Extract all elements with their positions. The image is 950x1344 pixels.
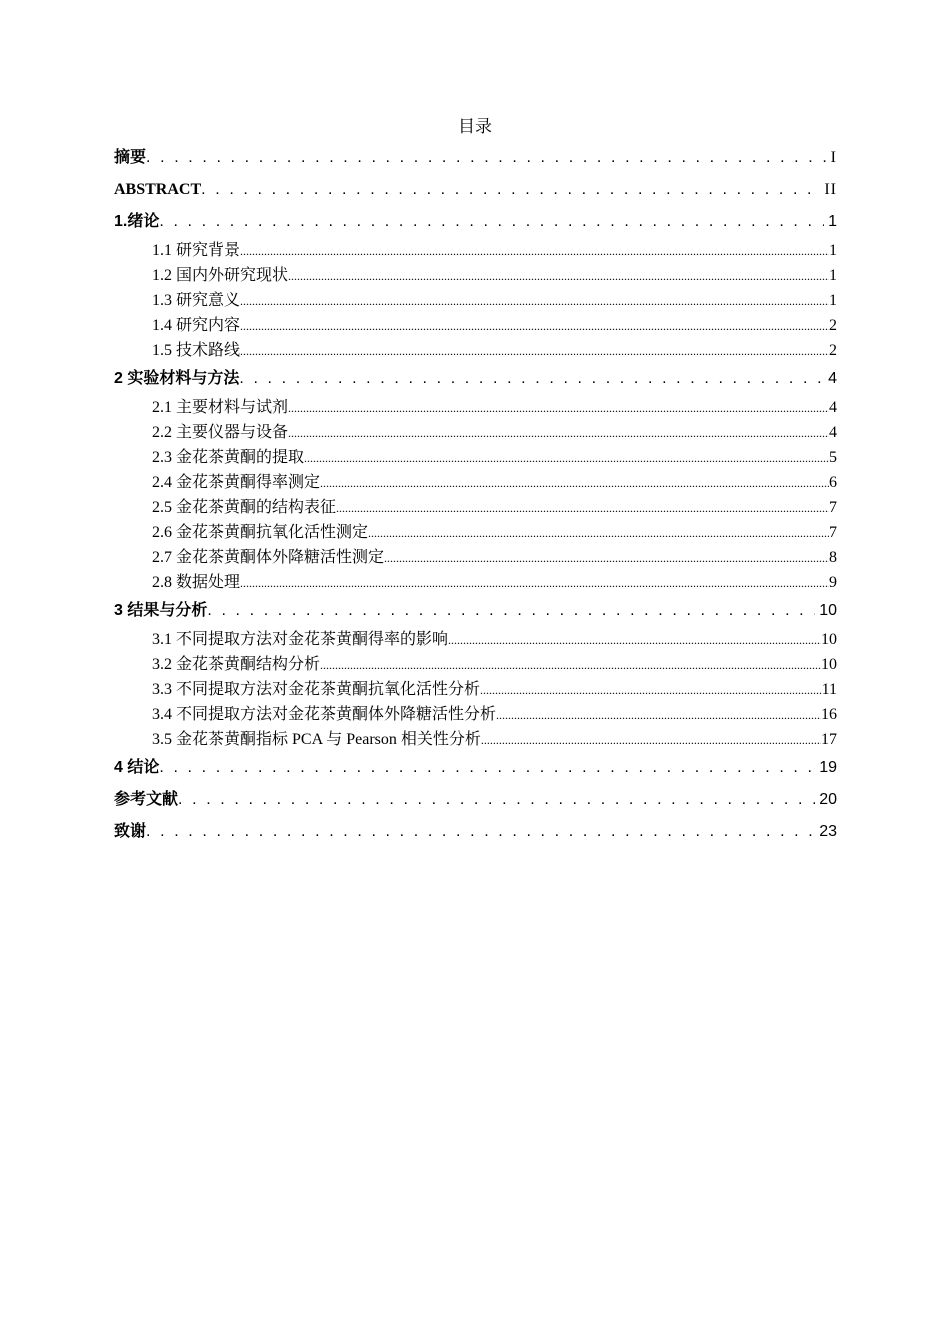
toc-entry-page-number: 23 — [819, 823, 837, 840]
toc-entry-section[interactable] — [114, 627, 837, 652]
toc-entry-title: 3.5 金花茶黄酮指标 PCA 与 Pearson 相关性分析 — [152, 731, 481, 748]
toc-entry-page-number: 20 — [819, 791, 837, 808]
toc-entry-section[interactable] — [114, 702, 837, 727]
toc-entry-page-number: 11 — [821, 681, 837, 698]
toc-entry-title: 1.2 国内外研究现状 — [152, 267, 289, 284]
toc-entry-page-number: 9 — [829, 574, 837, 591]
toc-entry-title: 3 结果与分析 — [114, 602, 208, 619]
toc-entry-section[interactable] — [114, 652, 837, 677]
toc-entry-page-number: 16 — [821, 706, 837, 723]
toc-entry-chapter[interactable] — [114, 816, 837, 848]
toc-entry-section[interactable] — [114, 570, 837, 595]
toc-entry-page-number: I — [830, 149, 837, 166]
toc-entry-title: 2.4 金花茶黄酮得率测定 — [152, 474, 321, 491]
toc-entry-section[interactable] — [114, 395, 837, 420]
dot-leader — [288, 421, 829, 445]
toc-entry-title: 2.7 金花茶黄酮体外降糖活性测定 — [152, 549, 385, 566]
toc-entry-section[interactable] — [114, 238, 837, 263]
dot-leader — [207, 595, 815, 627]
toc-entry-page-number: 17 — [821, 731, 837, 748]
toc-entry-title: 2.8 数据处理 — [152, 574, 241, 591]
dot-leader — [178, 784, 815, 816]
toc-entry-section[interactable] — [114, 545, 837, 570]
toc-entry-title: 1.4 研究内容 — [152, 317, 241, 334]
toc-entry-title: 3.1 不同提取方法对金花茶黄酮得率的影响 — [152, 631, 449, 648]
dot-leader — [320, 471, 829, 495]
dot-leader — [480, 678, 822, 702]
toc-entry-page-number: 4 — [829, 399, 837, 416]
toc-entry-title: 2.5 金花茶黄酮的结构表征 — [152, 499, 337, 516]
toc-entry-title: 摘要 — [114, 149, 147, 166]
dot-leader — [240, 289, 829, 313]
toc-entry-page-number: 10 — [821, 656, 837, 673]
toc-entry-section[interactable] — [114, 495, 837, 520]
toc-entry-page-number: 8 — [829, 549, 837, 566]
dot-leader — [240, 239, 829, 263]
toc-entry-page-number: 7 — [829, 499, 837, 516]
toc-entry-chapter[interactable] — [114, 784, 837, 816]
dot-leader — [146, 816, 815, 848]
toc-entry-title: 1.5 技术路线 — [152, 342, 241, 359]
toc-entry-section[interactable] — [114, 445, 837, 470]
toc-entry-page-number: 1 — [829, 267, 837, 284]
dot-leader — [240, 314, 829, 338]
toc-entry-page-number: 4 — [828, 370, 837, 387]
toc-entry-section[interactable] — [114, 288, 837, 313]
dot-leader — [146, 142, 827, 174]
dot-leader — [159, 752, 815, 784]
toc-entry-chapter[interactable] — [114, 206, 837, 238]
toc-entry-chapter[interactable] — [114, 142, 837, 174]
toc-entry-title: 2.2 主要仪器与设备 — [152, 424, 289, 441]
dot-leader — [448, 628, 821, 652]
toc-entry-section[interactable] — [114, 727, 837, 752]
toc-entry-page-number: 5 — [829, 449, 837, 466]
toc-entry-section[interactable] — [114, 470, 837, 495]
toc-entry-title: 1.绪论 — [114, 213, 160, 230]
dot-leader — [240, 339, 829, 363]
dot-leader — [201, 174, 820, 206]
dot-leader — [288, 396, 829, 420]
toc-entry-title: 2.3 金花茶黄酮的提取 — [152, 449, 305, 466]
dot-leader — [320, 653, 821, 677]
toc-entry-page-number: 2 — [829, 317, 837, 334]
toc-entry-title: 3.3 不同提取方法对金花茶黄酮抗氧化活性分析 — [152, 681, 481, 698]
toc-entry-section[interactable] — [114, 677, 837, 702]
toc-entry-page-number: 7 — [829, 524, 837, 541]
dot-leader — [336, 496, 829, 520]
table-of-contents — [114, 142, 837, 848]
dot-leader — [240, 571, 829, 595]
toc-entry-title: 1.3 研究意义 — [152, 292, 241, 309]
toc-entry-title: ABSTRACT — [114, 181, 202, 198]
toc-entry-title: 2 实验材料与方法 — [114, 370, 240, 387]
dot-leader — [368, 521, 829, 545]
toc-entry-page-number: 10 — [819, 602, 837, 619]
toc-entry-page-number: 1 — [829, 292, 837, 309]
toc-entry-title: 4 结论 — [114, 759, 160, 776]
toc-entry-section[interactable] — [114, 338, 837, 363]
toc-entry-page-number: II — [824, 181, 837, 198]
toc-entry-page-number: 1 — [828, 213, 837, 230]
toc-entry-chapter[interactable] — [114, 174, 837, 206]
toc-entry-page-number: 6 — [829, 474, 837, 491]
toc-entry-title: 2.1 主要材料与试剂 — [152, 399, 289, 416]
dot-leader — [304, 446, 829, 470]
dot-leader — [239, 363, 824, 395]
toc-entry-chapter[interactable] — [114, 595, 837, 627]
dot-leader — [481, 728, 821, 752]
toc-entry-title: 3.4 不同提取方法对金花茶黄酮体外降糖活性分析 — [152, 706, 497, 723]
toc-entry-title: 致谢 — [114, 823, 147, 840]
toc-entry-title: 参考文献 — [114, 791, 179, 808]
toc-entry-page-number: 19 — [819, 759, 837, 776]
toc-entry-page-number: 1 — [829, 242, 837, 259]
toc-entry-chapter[interactable] — [114, 363, 837, 395]
toc-entry-section[interactable] — [114, 420, 837, 445]
toc-entry-section[interactable] — [114, 520, 837, 545]
toc-entry-page-number: 4 — [829, 424, 837, 441]
toc-title: 目录 — [458, 117, 492, 136]
toc-entry-chapter[interactable] — [114, 752, 837, 784]
toc-entry-title: 2.6 金花茶黄酮抗氧化活性测定 — [152, 524, 369, 541]
dot-leader — [496, 703, 821, 727]
toc-entry-page-number: 10 — [821, 631, 837, 648]
toc-entry-title: 1.1 研究背景 — [152, 242, 241, 259]
dot-leader — [384, 546, 829, 570]
toc-entry-section[interactable] — [114, 263, 837, 288]
dot-leader — [288, 264, 829, 288]
toc-entry-page-number: 2 — [829, 342, 837, 359]
toc-entry-title: 3.2 金花茶黄酮结构分析 — [152, 656, 321, 673]
toc-entry-section[interactable] — [114, 313, 837, 338]
dot-leader — [159, 206, 824, 238]
